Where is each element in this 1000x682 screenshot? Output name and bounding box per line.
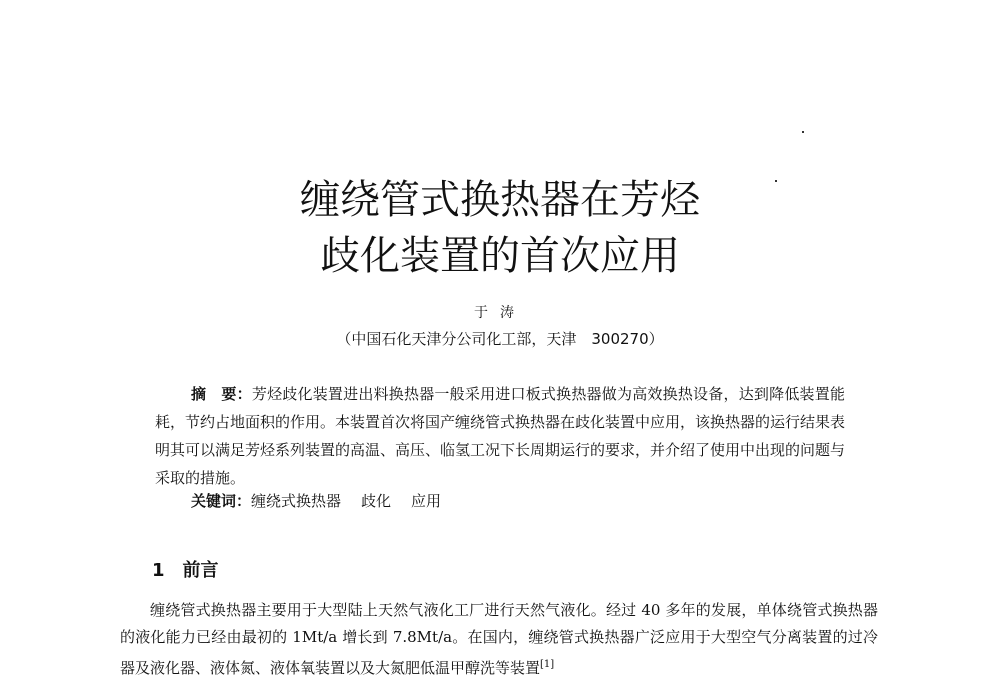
paper-title-line-2: 歧化装置的首次应用 xyxy=(320,233,680,279)
keywords-label: 关键词： xyxy=(191,492,252,510)
section-title: 前言 xyxy=(182,560,219,581)
keyword: 歧化 xyxy=(361,492,392,510)
section-body-paragraph xyxy=(120,597,878,682)
keyword: 缠绕式换热器 xyxy=(251,492,342,510)
paragraph-text: 缠绕管式换热器主要用于大型陆上天然气液化工厂进行天然气液化。经过 40 多年的发展，单体绕管式换热器的液化能力已经由最初的 1Mt/a 增长到 7.8Mt/a。在国内，缠绕管式换热器广泛应用于大型空气分离装置的过冷器及液化器、液体氮、液体氧装置以及大氮肥低温甲醇洗等装置 xyxy=(120,601,878,677)
section-heading xyxy=(152,556,219,582)
author-name: 于涛 xyxy=(474,305,526,321)
citation-ref: [1] xyxy=(540,659,555,670)
keywords xyxy=(191,490,461,511)
section-number: 1 xyxy=(152,560,165,581)
paper-title-line-1: 缠绕管式换热器在芳烃 xyxy=(300,177,700,223)
author-affiliation: （中国石化天津分公司化工部，天津 300270） xyxy=(336,330,664,348)
scan-speck xyxy=(802,131,804,133)
keyword: 应用 xyxy=(411,492,442,510)
abstract-text: 芳烃歧化装置进出料换热器一般采用进口板式换热器做为高效换热设备，达到降低装置能耗，节约占地面积的作用。本装置首次将国产缠绕管式换热器在歧化装置中应用，该换热器的运行结果表明其可以满足芳烃系列装置的高温、高压、临氢工况下长周期运行的要求，并介绍了使用中出现的问题与采取的措施。 xyxy=(155,385,846,487)
abstract xyxy=(155,380,845,492)
abstract-label: 摘 要： xyxy=(191,385,252,403)
